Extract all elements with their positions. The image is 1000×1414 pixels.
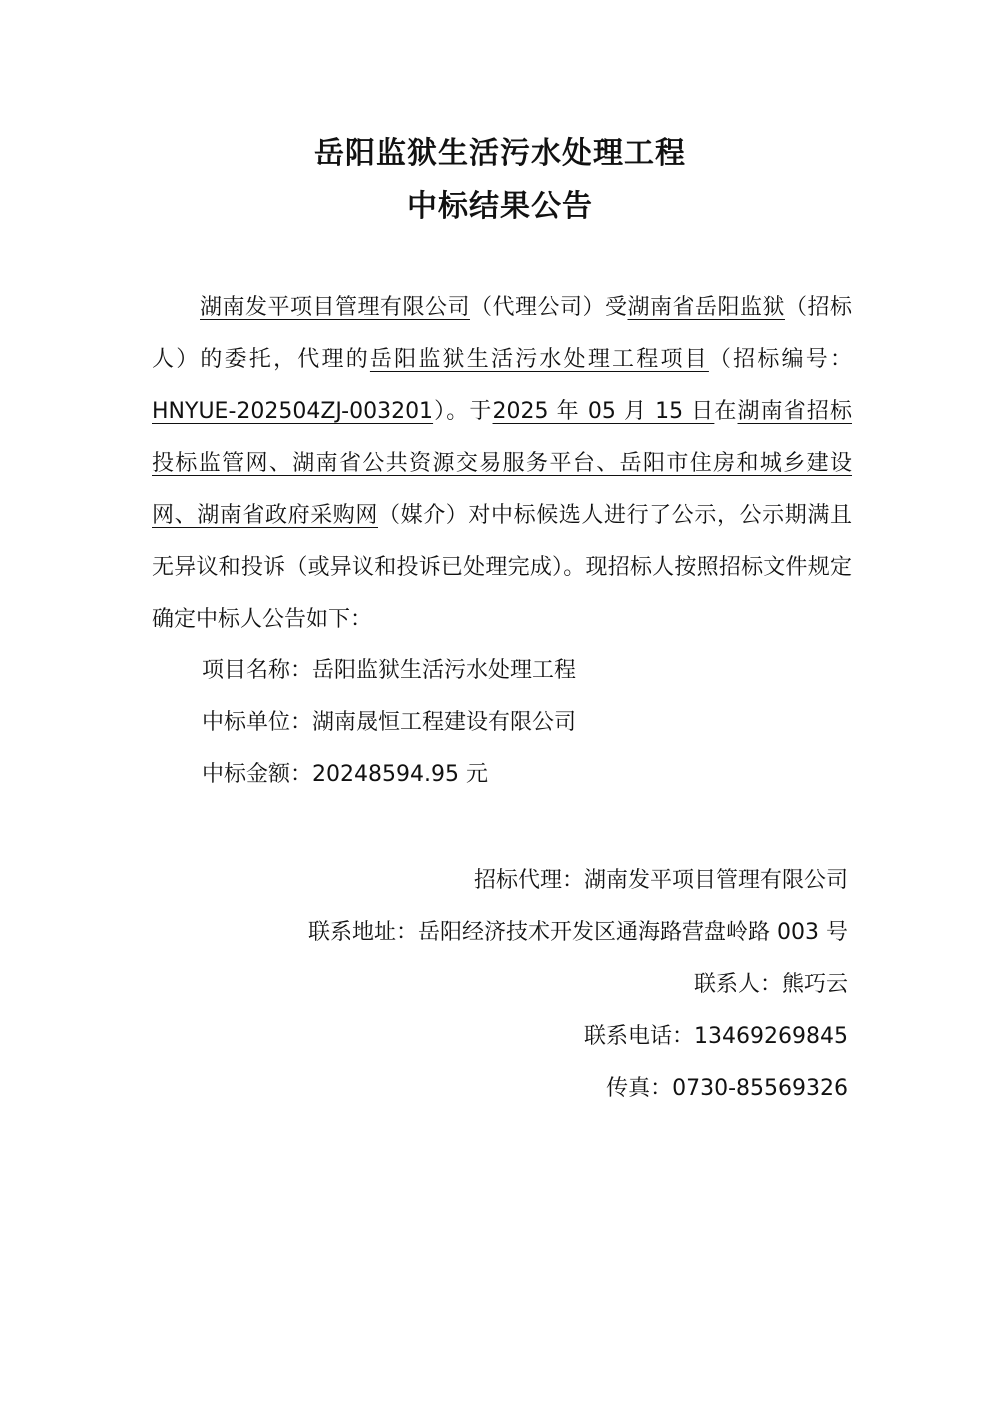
notice-subtitle: 中标结果公告 bbox=[407, 189, 593, 224]
footer-address: 联系地址：岳阳经济技术开发区通海路营盘岭路 003 号 bbox=[308, 920, 848, 945]
item-amount: 中标金额：20248594.95 元 bbox=[202, 762, 488, 787]
publish-media: 湖南省招标投标监管网、湖南省公共资源交易服务平台、岳阳市住房和城乡建设网、湖南省政府采购网 bbox=[152, 399, 852, 528]
body-text-3: （招标编号： bbox=[708, 347, 852, 372]
project-name: 岳阳监狱生活污水处理工程项目 bbox=[369, 347, 709, 372]
agent-name: 湖南发平项目管理有限公司 bbox=[200, 295, 470, 320]
body-text-2: （招标人）的委托，代理的 bbox=[152, 295, 852, 372]
footer-contact: 联系人：熊巧云 bbox=[693, 972, 848, 997]
notice-body-paragraph bbox=[152, 282, 852, 646]
item-winner: 中标单位：湖南晟恒工程建设有限公司 bbox=[202, 710, 577, 735]
footer-fax: 传真：0730-85569326 bbox=[606, 1076, 848, 1101]
item-project-name: 项目名称：岳阳监狱生活污水处理工程 bbox=[202, 658, 577, 683]
publish-date: 2025 年 05 月 15 日 bbox=[492, 399, 715, 424]
body-text-6: （媒介）对中标候选人进行了公示，公示期满且无异议和投诉（或异议和投诉已处理完成）。现招标人按照招标文件规定确定中标人公告如下： bbox=[152, 503, 852, 632]
body-text-4: ）。于 bbox=[433, 399, 493, 424]
body-text-5: 在 bbox=[714, 399, 738, 424]
tenderer-name: 湖南省岳阳监狱 bbox=[627, 295, 785, 320]
footer-phone: 联系电话：13469269845 bbox=[584, 1024, 848, 1049]
tender-code: HNYUE-202504ZJ-003201 bbox=[152, 399, 434, 424]
notice-title: 岳阳监狱生活污水处理工程 bbox=[314, 136, 686, 171]
footer-agency: 招标代理：湖南发平项目管理有限公司 bbox=[473, 868, 848, 893]
body-text-1: （代理公司）受 bbox=[469, 295, 628, 320]
